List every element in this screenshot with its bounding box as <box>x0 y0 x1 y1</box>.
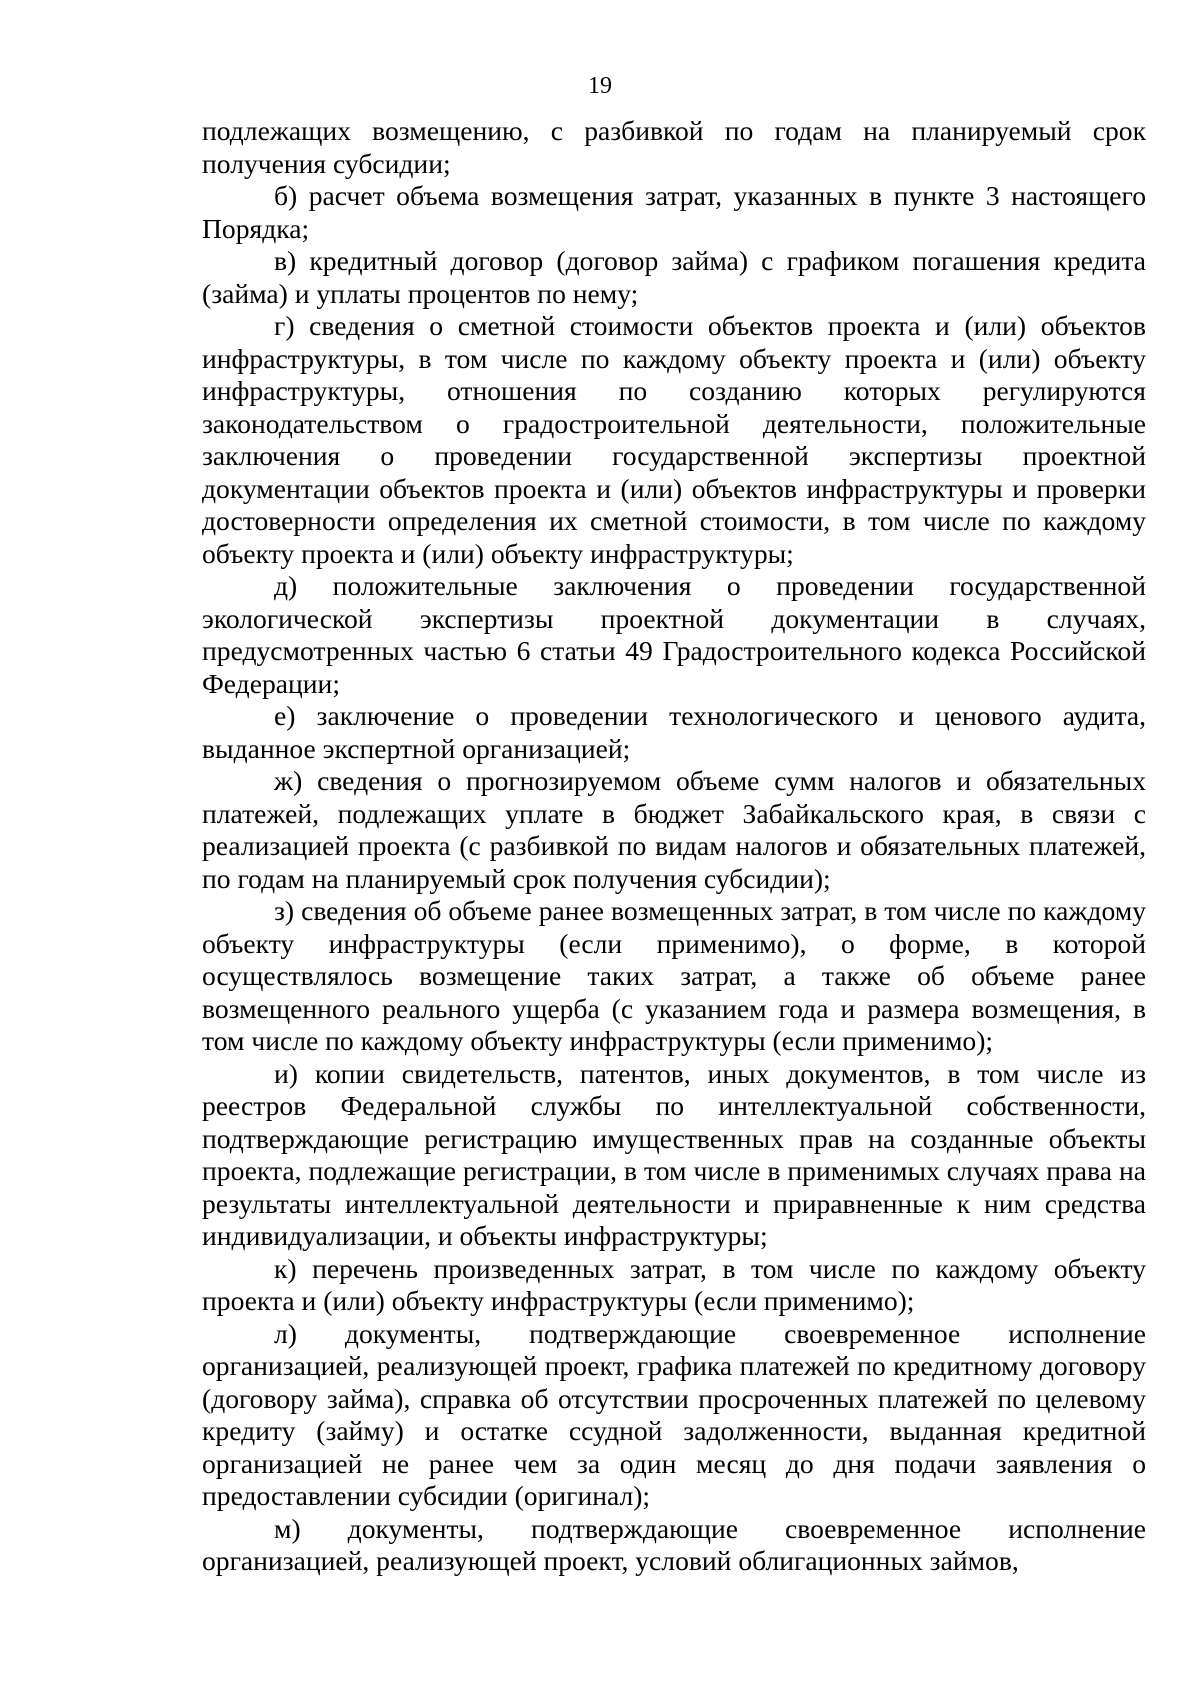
paragraph-item-m: м) документы, подтверждающие своевременное исполнение организацией, реализующей проект, условий облигационных займов, <box>202 1512 1146 1576</box>
paragraph-item-z: з) сведения об объеме ранее возмещенных затрат, в том числе по каждому объекту инфраструктуры (если применимо), о форме, в которой осуществлялось возмещение таких затрат, а также об объеме ранее возмещенного реального ущерба (с указанием года и размера возмещения, в том числе по каждому объекту инфраструктуры (если применимо); <box>202 895 1146 1056</box>
document-body <box>202 115 1146 1578</box>
paragraph-item-g: г) сведения о сметной стоимости объектов проекта и (или) объектов инфраструктуры, в том числе по каждому объекту проекта и (или) объекту инфраструктуры, отношения по созданию которых регулируются законодательством о градостроительной деятельности, положительные заключения о проведении государственной экспертизы проектной документации объектов проекта и (или) объектов инфраструктуры и проверки достоверности определения их сметной стоимости, в том числе по каждому объекту проекта и (или) объекту инфраструктуры; <box>202 310 1146 569</box>
page-number: 19 <box>588 73 612 99</box>
paragraph-item-k: к) перечень произведенных затрат, в том числе по каждому объекту проекта и (или) объекту инфраструктуры (если применимо); <box>202 1252 1146 1316</box>
paragraph-item-e: е) заключение о проведении технологического и ценового аудита, выданное экспертной организацией; <box>202 700 1146 764</box>
paragraph-item-b: б) расчет объема возмещения затрат, указанных в пункте 3 настоящего Порядка; <box>202 180 1146 244</box>
paragraph-item-zh: ж) сведения о прогнозируемом объеме сумм налогов и обязательных платежей, подлежащих уплате в бюджет Забайкальского края, в связи с реализацией проекта (с разбивкой по видам налогов и обязательных платежей, по годам на планируемый срок получения субсидии); <box>202 765 1146 894</box>
paragraph-item-l: л) документы, подтверждающие своевременное исполнение организацией, реализующей проект, графика платежей по кредитному договору (договору займа), справка об отсутствии просроченных платежей по целевому кредиту (займу) и остатке ссудной задолженности, выданная кредитной организацией не ранее чем за один месяц до дня подачи заявления о предоставлении субсидии (оригинал); <box>202 1317 1146 1511</box>
paragraph-item-i: и) копии свидетельств, патентов, иных документов, в том числе из реестров Федеральной службы по интеллектуальной собственности, подтверждающие регистрацию имущественных прав на созданные объекты проекта, подлежащие регистрации, в том числе в применимых случаях права на результаты интеллектуальной деятельности и приравненные к ним средства индивидуализации, и объекты инфраструктуры; <box>202 1057 1146 1251</box>
paragraph-continuation: подлежащих возмещению, с разбивкой по годам на планируемый срок получения субсидии; <box>202 115 1146 179</box>
paragraph-item-d: д) положительные заключения о проведении государственной экологической экспертизы проектной документации в случаях, предусмотренных частью 6 статьи 49 Градостроительного кодекса Российской Федерации; <box>202 570 1146 699</box>
paragraph-item-v: в) кредитный договор (договор займа) с графиком погашения кредита (займа) и уплаты процентов по нему; <box>202 245 1146 309</box>
